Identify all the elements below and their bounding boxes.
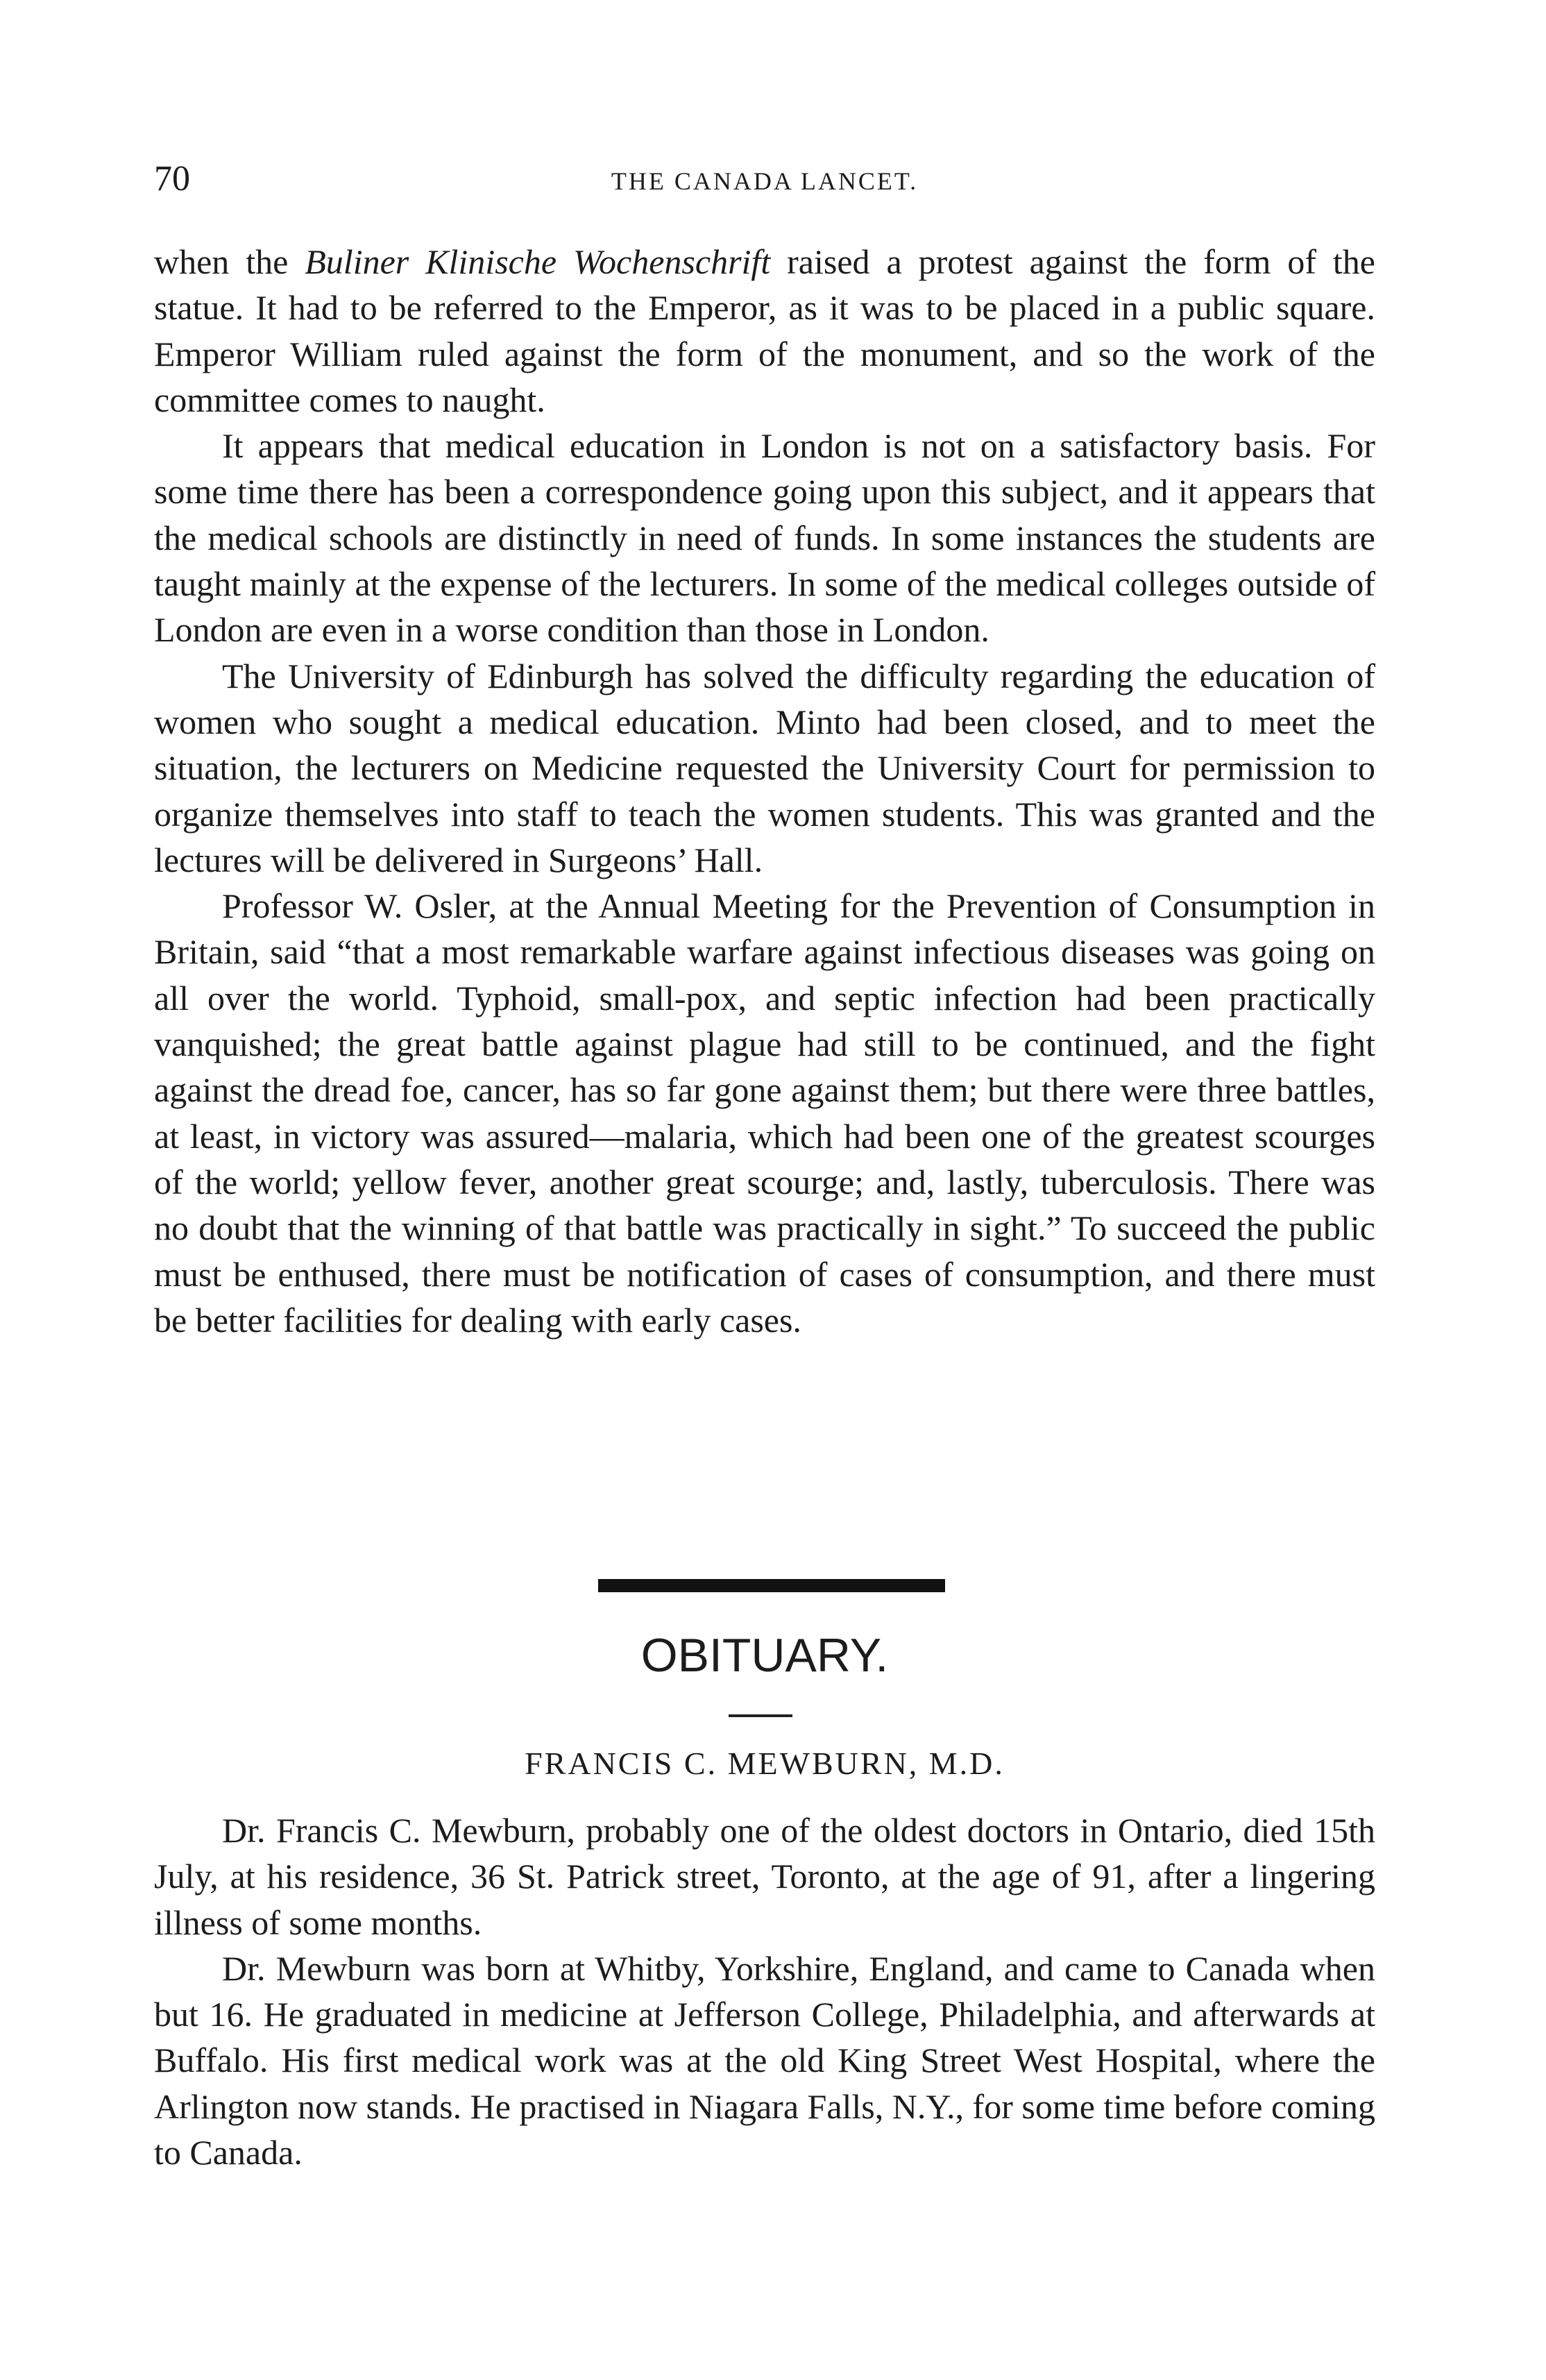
section-divider-rule [598,1579,945,1592]
obituary-paragraph-career: Dr. Mewburn was born at Whitby, Yorkshire, England, and came to Canada when but 16. He graduated in medicine at Jefferson College, Philadelphia, and afterwards at Buffalo. His first medical work was at the old King Street West Hospital, where the Arlington now stands. He practised in Niagara Falls, N.Y., for some time before coming to Canada. [154,1948,1375,2172]
article-body [154,239,1375,1343]
publication-title: Buliner Klinische Wochenschrift [305,242,771,281]
obituary-heading: OBITUARY. [640,1629,889,1682]
journal-title: THE CANADA LANCET. [611,167,919,195]
paragraph-text: when the [154,242,305,281]
heading-rule [729,1714,792,1717]
obituary-body [154,1807,1375,2175]
page-number: 70 [154,159,190,199]
running-head [154,158,1375,207]
paragraph-edinburgh: The University of Edinburgh has solved the difficulty regarding the education of women who sought a medical education. Minto had been closed, and to meet the situation, the lecturers on Medicine requested the University Court for permission to organize themselves into staff to teach the women students. This was granted and the lectures will be delivered in Surgeons’ Hall. [154,656,1375,879]
paragraph-osler: Professor W. Osler, at the Annual Meeting for the Prevention of Consumption in Britain, said “that a most remarkable warfare against infectious diseases was going on all over the world. Typhoid, small-pox, and septic infection had been practically vanquished; the great battle against plague had still to be continued, and the fight against the dread foe, cancer, has so far gone against them; but there were three battles, at least, in victory was assured—malaria, which had been one of the greatest scourges of the world; yellow fever, another great scourge; and, lastly, tuberculosis. There was no doubt that the winning of that battle was practically in sight.” To succeed the public must be enthused, there must be notification of cases of consumption, and there must be better facilities for dealing with early cases. [154,886,1375,1340]
paragraph-london-education: It appears that medical education in London is not on a satisfactory basis. For some time there has been a correspondence going upon this subject, and it appears that the medical schools are distinctly in need of funds. In some instances the students are taught mainly at the expense of the lecturers. In some of the medical colleges outside of London are even in a worse condition than those in London. [154,426,1375,650]
paragraph-statue-protest [154,239,1375,423]
paragraph-text: raised a protest against the form of the statue. It had to be referred to the Emperor, as it was to be placed in a public square. Emperor William ruled against the form of the monument, and so the work of the committee comes to naught. [154,242,1375,419]
obituary-subject: FRANCIS C. MEWBURN, M.D. [525,1746,1005,1781]
obituary-paragraph-death: Dr. Francis C. Mewburn, probably one of the oldest doctors in Ontario, died 15th July, at his residence, 36 St. Patrick street, Toronto, at the age of 91, after a lingering illness of some months. [154,1811,1375,1942]
